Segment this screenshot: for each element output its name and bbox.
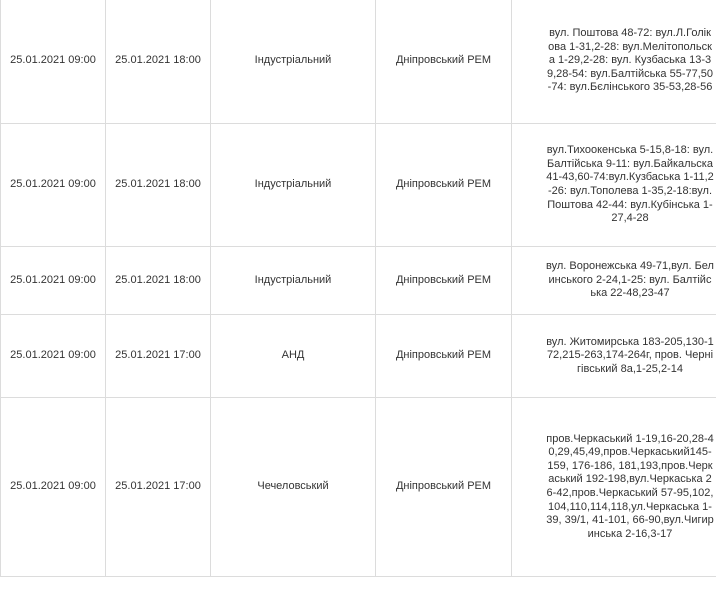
end-time-cell: 25.01.2021 18:00 — [106, 124, 211, 247]
table-row — [1, 247, 716, 315]
rem-cell: Дніпровський РЕМ — [376, 398, 512, 577]
district-cell: АНД — [211, 315, 376, 398]
addresses-cell: вул. Воронежська 49-71,вул. Белинського 2-24,1-25: вул. Балтійська 22-48,23-47 — [512, 247, 716, 315]
start-time-cell: 25.01.2021 09:00 — [1, 0, 106, 124]
end-time-cell: 25.01.2021 18:00 — [106, 0, 211, 124]
end-time-cell: 25.01.2021 17:00 — [106, 398, 211, 577]
rem-cell: Дніпровський РЕМ — [376, 124, 512, 247]
table-row — [1, 315, 716, 398]
district-cell: Індустріальний — [211, 0, 376, 124]
addresses-cell: вул. Житомирська 183-205,130-172,215-263,174-264г, пров. Чернігівський 8а,1-25,2-14 — [512, 315, 716, 398]
table-row — [1, 398, 716, 577]
start-time-cell: 25.01.2021 09:00 — [1, 247, 106, 315]
start-time-cell: 25.01.2021 09:00 — [1, 315, 106, 398]
addresses-cell: вул.Тихоокенська 5-15,8-18: вул.Балтійська 9-11: вул.Байкальска 41-43,60-74:вул.Кузбаська 1-11,2-26: вул.Тополева 1-35,2-18:вул.Поштова 42-44: вул.Кубінська 1-27,4-28 — [512, 124, 716, 247]
district-cell: Індустріальний — [211, 247, 376, 315]
table-row — [1, 124, 716, 247]
district-cell: Чечеловський — [211, 398, 376, 577]
start-time-cell: 25.01.2021 09:00 — [1, 398, 106, 577]
end-time-cell: 25.01.2021 18:00 — [106, 247, 211, 315]
table-row — [1, 0, 716, 124]
addresses-cell: вул. Поштова 48-72: вул.Л.Голікова 1-31,2-28: вул.Мелітопольска 1-29,2-28: вул. Кузбаська 13-39,28-54: вул.Балтійська 55-77,50-74: вул.Бєлінського 35-53,28-56 — [512, 0, 716, 124]
addresses-cell: пров.Черкаський 1-19,16-20,28-40,29,45,49,пров.Черкаський145-159, 176-186, 181,193,пров.Черкаський 192-198,вул.Черкаська 26-42,пров.Черкаський 57-95,102,104,110,114,118,ул.Черкаська 1-39, 39/1, 41-101, 66-90,вул.Чигиринська 2-16,3-17 — [512, 398, 716, 577]
rem-cell: Дніпровський РЕМ — [376, 247, 512, 315]
district-cell: Індустріальний — [211, 124, 376, 247]
end-time-cell: 25.01.2021 17:00 — [106, 315, 211, 398]
start-time-cell: 25.01.2021 09:00 — [1, 124, 106, 247]
rem-cell: Дніпровський РЕМ — [376, 0, 512, 124]
rem-cell: Дніпровський РЕМ — [376, 315, 512, 398]
